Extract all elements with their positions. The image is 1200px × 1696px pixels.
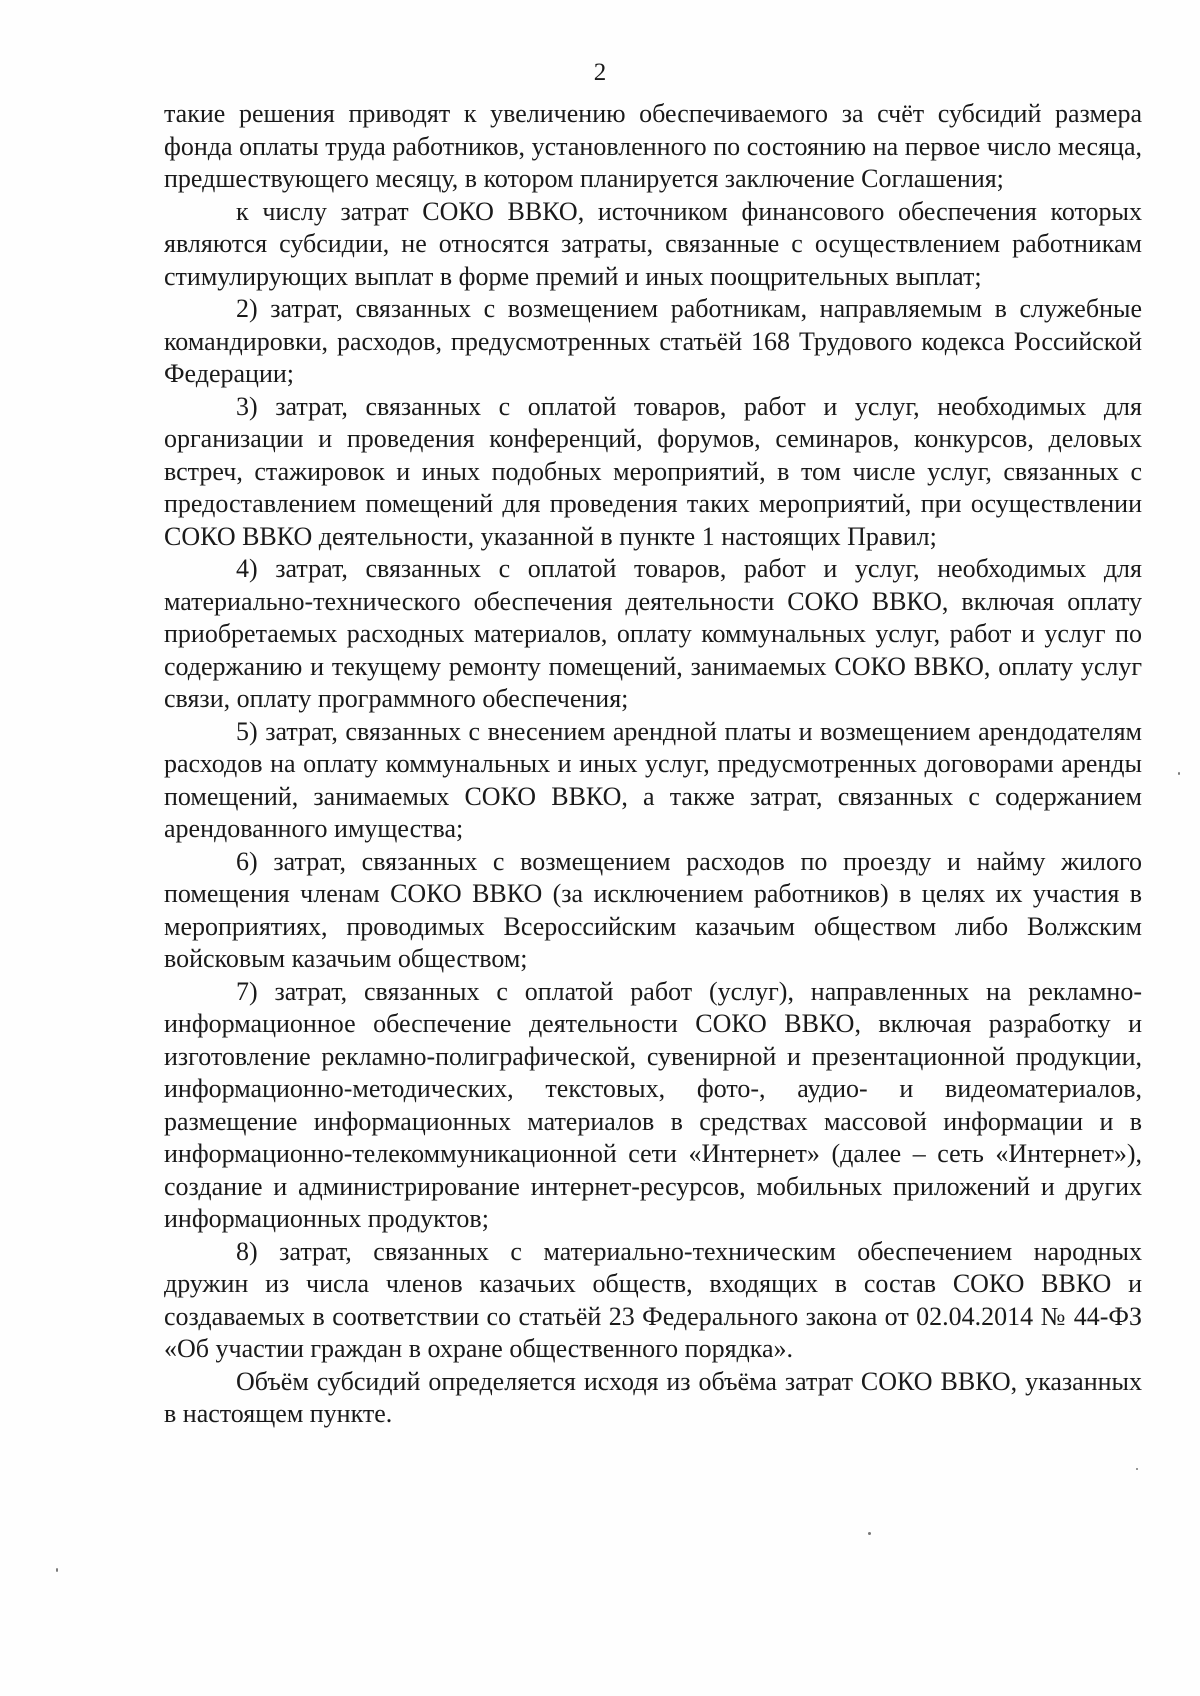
scan-speck xyxy=(1178,772,1180,775)
paragraph-subsidy-volume: Объём субсидий определяется исходя из объёма затрат СОКО ВВКО, указанных в настоящем пункте. xyxy=(164,1366,1142,1428)
paragraph-item-6: 6) затрат, связанных с возмещением расходов по проезду и найму жилого помещения членам СОКО ВВКО (за исключением работников) в целях их участия в мероприятиях, проводимых Всероссийским казачьим обществом либо Волжским войсковым казачьим обществом; xyxy=(164,846,1142,973)
page-number: 2 xyxy=(593,59,607,86)
paragraph-continuation: такие решения приводят к увеличению обеспечиваемого за счёт субсидий размера фонда оплаты труда работников, установленного по состоянию на первое число месяца, предшествующего месяцу, в котором планируется заключение Соглашения; xyxy=(164,99,1142,193)
paragraph-item-8: 8) затрат, связанных с материально-техническим обеспечением народных дружин из числа членов казачьих обществ, входящих в состав СОКО ВВКО и создаваемых в соответствии со статьёй 23 Федерального закона от 02.04.2014 № 44-ФЗ «Об участии граждан в охране общественного порядка». xyxy=(164,1236,1142,1363)
scan-speck xyxy=(56,1568,58,1572)
scan-speck xyxy=(1136,1468,1138,1470)
paragraph-item-4: 4) затрат, связанных с оплатой товаров, работ и услуг, необходимых для материально-технического обеспечения деятельности СОКО ВВКО, включая оплату приобретаемых расходных материалов, оплату коммунальных услуг, работ и услуг по содержанию и текущему ремонту помещений, занимаемых СОКО ВВКО, оплату услуг связи, оплату программного обеспечения; xyxy=(164,554,1142,713)
paragraph-item-3: 3) затрат, связанных с оплатой товаров, работ и услуг, необходимых для организации и проведения конференций, форумов, семинаров, конкурсов, деловых встреч, стажировок и иных подобных мероприятий, в том числе услуг, связанных с предоставлением помещений для проведения таких мероприятий, при осуществлении СОКО ВВКО деятельности, указанной в пункте 1 настоящих Правил; xyxy=(164,391,1142,551)
scan-speck xyxy=(868,1532,871,1535)
paragraph-item-2: 2) затрат, связанных с возмещением работникам, направляемым в служебные командировки, расходов, предусмотренных статьёй 168 Трудового кодекса Российской Федерации; xyxy=(164,294,1142,388)
paragraph-item-5: 5) затрат, связанных с внесением арендной платы и возмещением арендодателям расходов на оплату коммунальных и иных услуг, предусмотренных договорами аренды помещений, занимаемых СОКО ВВКО, а также затрат, связанных с содержанием арендованного имущества; xyxy=(164,716,1142,843)
paragraph-exclusion-note: к числу затрат СОКО ВВКО, источником финансового обеспечения которых являются субсидии, не относятся затраты, связанные с осуществлением работникам стимулирующих выплат в форме премий и иных поощрительных выплат; xyxy=(164,196,1142,291)
document-body xyxy=(164,98,1142,1431)
paragraph-item-7: 7) затрат, связанных с оплатой работ (услуг), направленных на рекламно-информационное обеспечение деятельности СОКО ВВКО, включая разработку и изготовление рекламно-полиграфической, сувенирной и презентационной продукции, информационно-методических, текстовых, фото-, аудио- и видеоматериалов, размещение информационных материалов в средствах массовой информации и в информационно-телекоммуникационной сети «Интернет» (далее – сеть «Интернет»), создание и администрирование интернет-ресурсов, мобильных приложений и других информационных продуктов; xyxy=(164,976,1142,1233)
